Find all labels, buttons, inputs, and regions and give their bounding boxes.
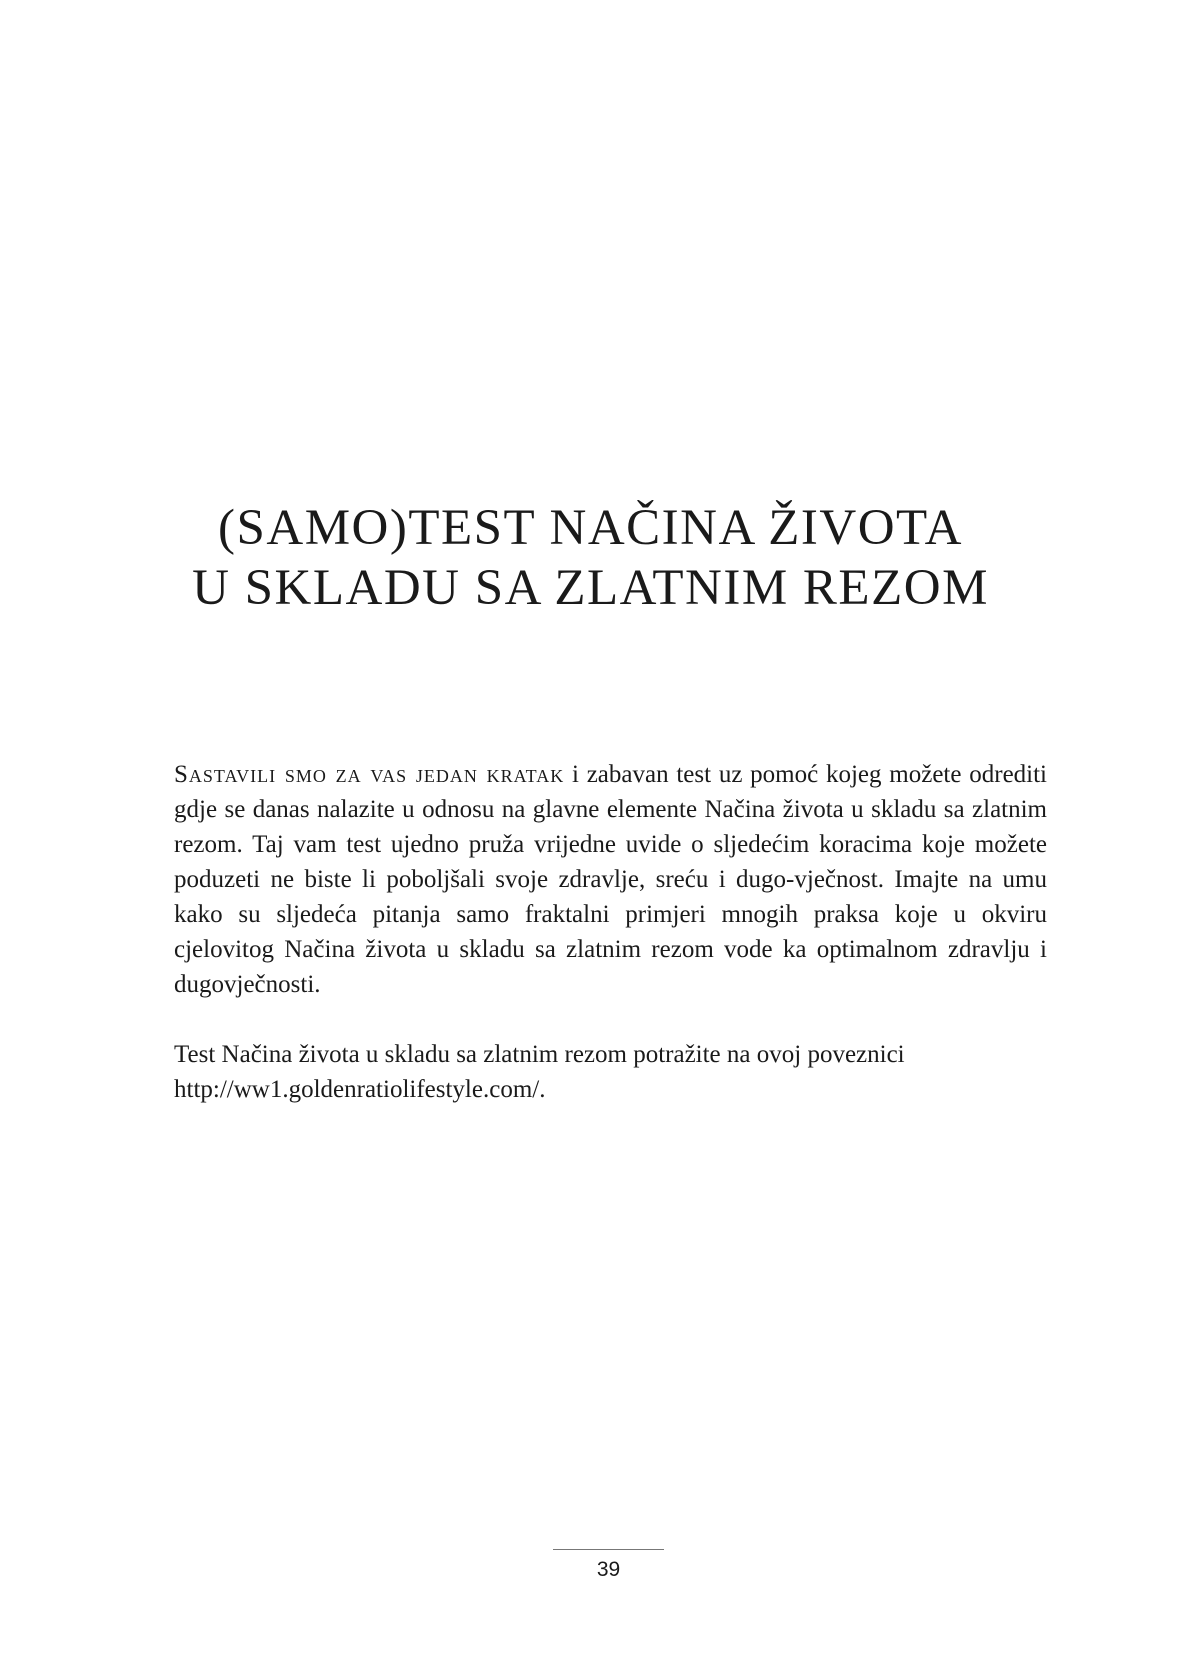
intro-paragraph — [174, 757, 1047, 1002]
title-line-2: U SKLADU SA ZLATNIM REZOM — [192, 560, 989, 616]
page-number: 39 — [596, 1558, 621, 1581]
link-paragraph — [174, 1037, 1047, 1107]
body-text — [174, 757, 1047, 1107]
title-line-1: (SAMO)TEST NAČINA ŽIVOTA — [218, 500, 963, 556]
link-paragraph-text: Test Načina života u skladu sa zlatnim rezom potražite na ovoj poveznici — [174, 1041, 905, 1068]
lead-in-text: Sastavili smo za vas jedan kratak — [174, 761, 565, 788]
website-link[interactable]: http://ww1.goldenratiolifestyle.com/. — [174, 1076, 546, 1103]
page-title — [0, 498, 1181, 618]
intro-paragraph-text: i zabavan test uz pomoć kojeg možete odrediti gdje se danas nalazite u odnosu na glavne elemente Načina života u skladu sa zlatnim rezom. Taj vam test ujedno pruža vrijedne uvide o sljedećim koracima koje možete poduzeti ne biste li poboljšali svoje zdravlje, sreću i dugo-vječnost. Imajte na umu kako su sljedeća pitanja samo fraktalni primjeri mnogih praksa koje u okviru cjelovitog Načina života u skladu sa zlatnim rezom vode ka optimalnom zdravlju i dugovječnosti. — [174, 761, 1048, 998]
footer-divider — [553, 1549, 664, 1550]
